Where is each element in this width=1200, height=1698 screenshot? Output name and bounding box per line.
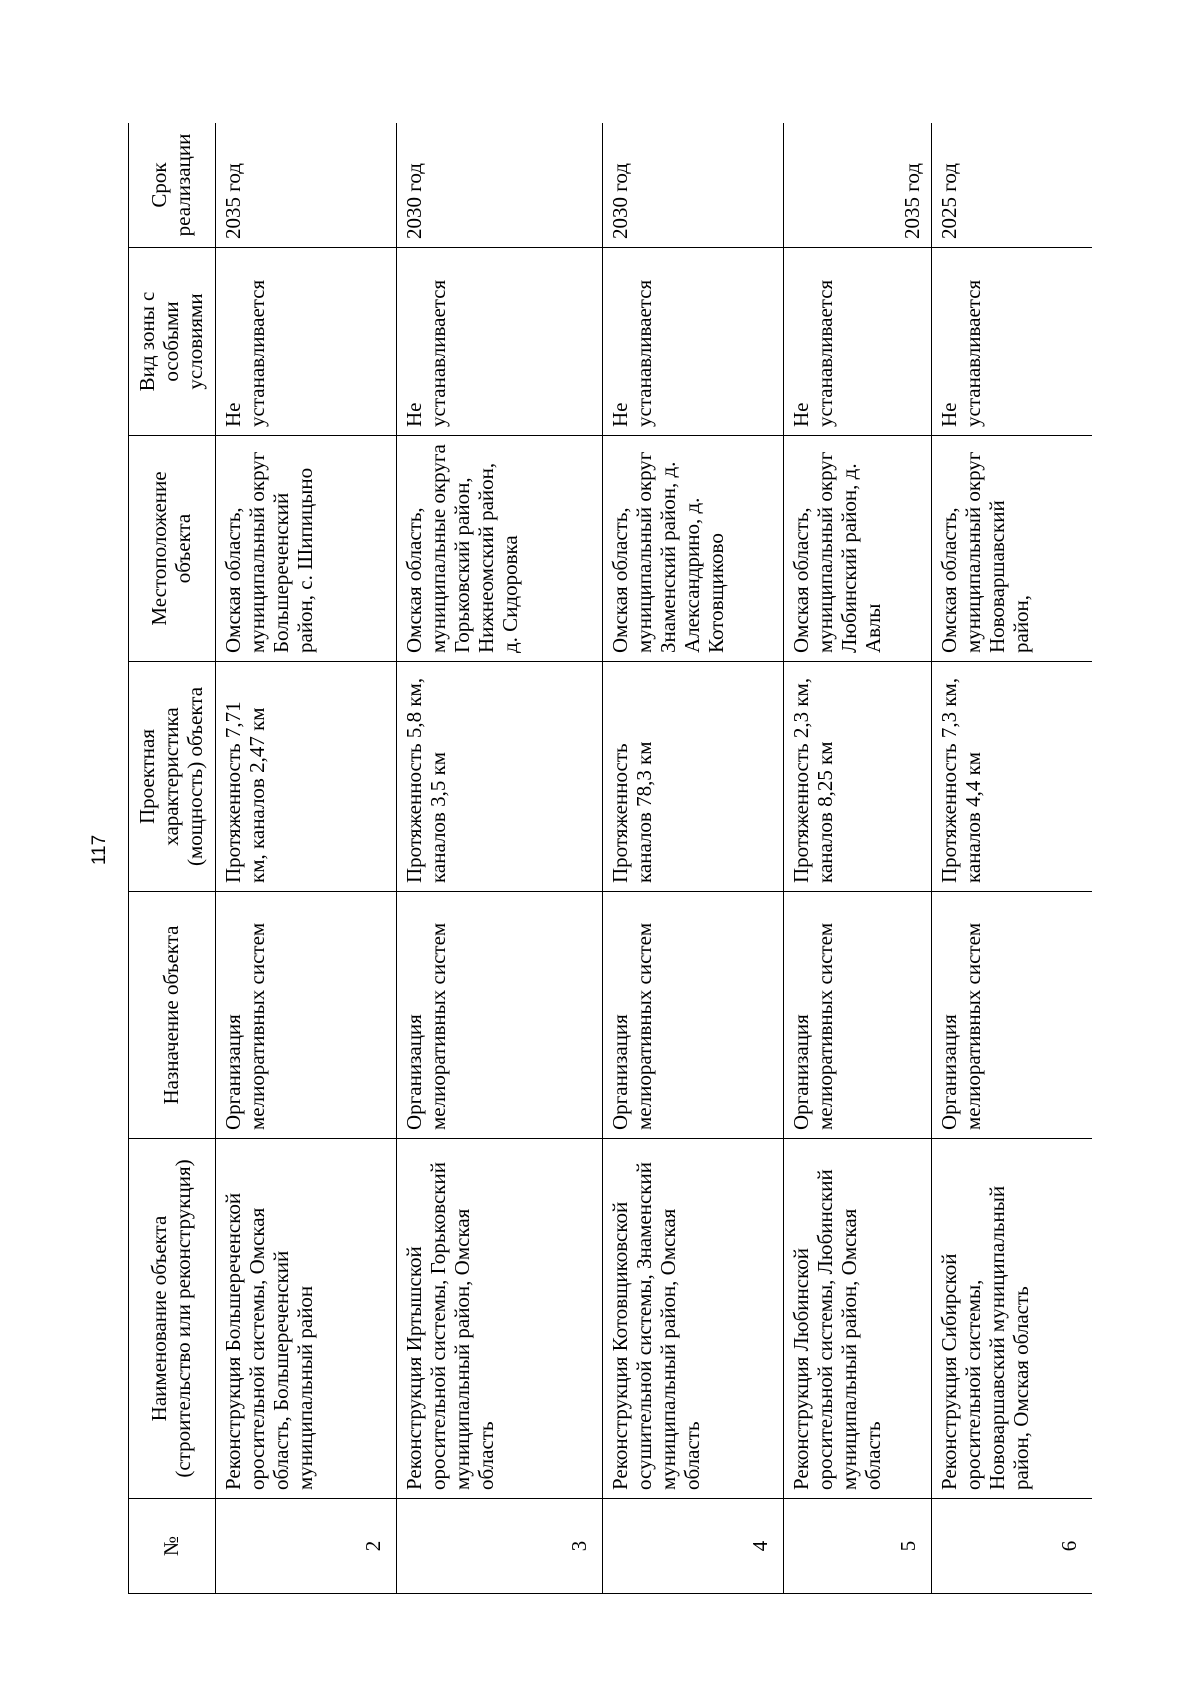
row-location: Омская область, муниципальный округ Знаменский район, д. Александрино, д. Котовщиково bbox=[603, 436, 784, 662]
row-name: Реконструкция Сибирской оросительной системы, Нововаршавский муниципальный район, Омская область bbox=[932, 1139, 1093, 1499]
row-location: Омская область, муниципальные округа Горьковский район, Нижнеомский район, д. Сидоровка bbox=[397, 436, 603, 662]
row-zone: Не устанавливается bbox=[932, 248, 1093, 436]
row-purpose: Организация мелиоративных систем bbox=[932, 892, 1093, 1139]
header-location: Местоположение объекта bbox=[129, 436, 216, 662]
row-capacity: Протяженность 7,71 км, каналов 2,47 км bbox=[216, 662, 397, 892]
row-term: 2030 год bbox=[397, 123, 603, 248]
table-header-row bbox=[129, 123, 216, 1594]
row-capacity: Протяженность 5,8 км, каналов 3,5 км bbox=[397, 662, 603, 892]
row-number: 4 bbox=[603, 1499, 784, 1594]
row-location: Омская область, муниципальный округ Нововаршавский район, bbox=[932, 436, 1093, 662]
row-term: 2035 год bbox=[216, 123, 397, 248]
rotated-table-container bbox=[128, 123, 1092, 1594]
page-number: 117 bbox=[89, 834, 110, 866]
row-name: Реконструкция Котовщиковской осушительной системы, Знаменский муниципальный район, Омская область bbox=[603, 1139, 784, 1499]
header-zone: Вид зоны с особыми условиями bbox=[129, 248, 216, 436]
objects-table bbox=[128, 123, 1092, 1594]
rotated-table-frame bbox=[128, 123, 1092, 1594]
header-capacity: Проектная характеристика (мощность) объекта bbox=[129, 662, 216, 892]
row-purpose: Организация мелиоративных систем bbox=[397, 892, 603, 1139]
row-location: Омская область, муниципальный округ Любинский район, д. Авлы bbox=[784, 436, 932, 662]
row-name: Реконструкция Любинской оросительной системы, Любинский муниципальный район, Омская область bbox=[784, 1139, 932, 1499]
header-term: Срок реализации bbox=[129, 123, 216, 248]
table-row bbox=[603, 123, 784, 1594]
header-number: № bbox=[129, 1499, 216, 1594]
table-row bbox=[932, 123, 1093, 1594]
row-term: 2035 год bbox=[784, 123, 932, 248]
row-capacity: Протяженность каналов 78,3 км bbox=[603, 662, 784, 892]
row-name: Реконструкция Иртышской оросительной системы, Горьковский муниципальный район, Омская область bbox=[397, 1139, 603, 1499]
row-number: 6 bbox=[932, 1499, 1093, 1594]
row-capacity: Протяженность 7,3 км, каналов 4,4 км bbox=[932, 662, 1093, 892]
row-name: Реконструкция Большереченской оросительной системы, Омская область, Большереченский муниципальный район bbox=[216, 1139, 397, 1499]
table-row bbox=[397, 123, 603, 1594]
header-name: Наименование объекта (строительство или реконструкция) bbox=[129, 1139, 216, 1499]
row-capacity: Протяженность 2,3 км, каналов 8,25 км bbox=[784, 662, 932, 892]
row-number: 2 bbox=[216, 1499, 397, 1594]
row-zone: Не устанавливается bbox=[603, 248, 784, 436]
row-zone: Не устанавливается bbox=[784, 248, 932, 436]
table-row bbox=[784, 123, 932, 1594]
row-term: 2025 год bbox=[932, 123, 1093, 248]
row-purpose: Организация мелиоративных систем bbox=[603, 892, 784, 1139]
row-purpose: Организация мелиоративных систем bbox=[216, 892, 397, 1139]
row-number: 3 bbox=[397, 1499, 603, 1594]
row-term: 2030 год bbox=[603, 123, 784, 248]
row-number: 5 bbox=[784, 1499, 932, 1594]
row-purpose: Организация мелиоративных систем bbox=[784, 892, 932, 1139]
table-row bbox=[216, 123, 397, 1594]
row-zone: Не устанавливается bbox=[397, 248, 603, 436]
row-zone: Не устанавливается bbox=[216, 248, 397, 436]
header-purpose: Назначение объекта bbox=[129, 892, 216, 1139]
row-location: Омская область, муниципальный округ Большереченский район, с. Шипицыно bbox=[216, 436, 397, 662]
